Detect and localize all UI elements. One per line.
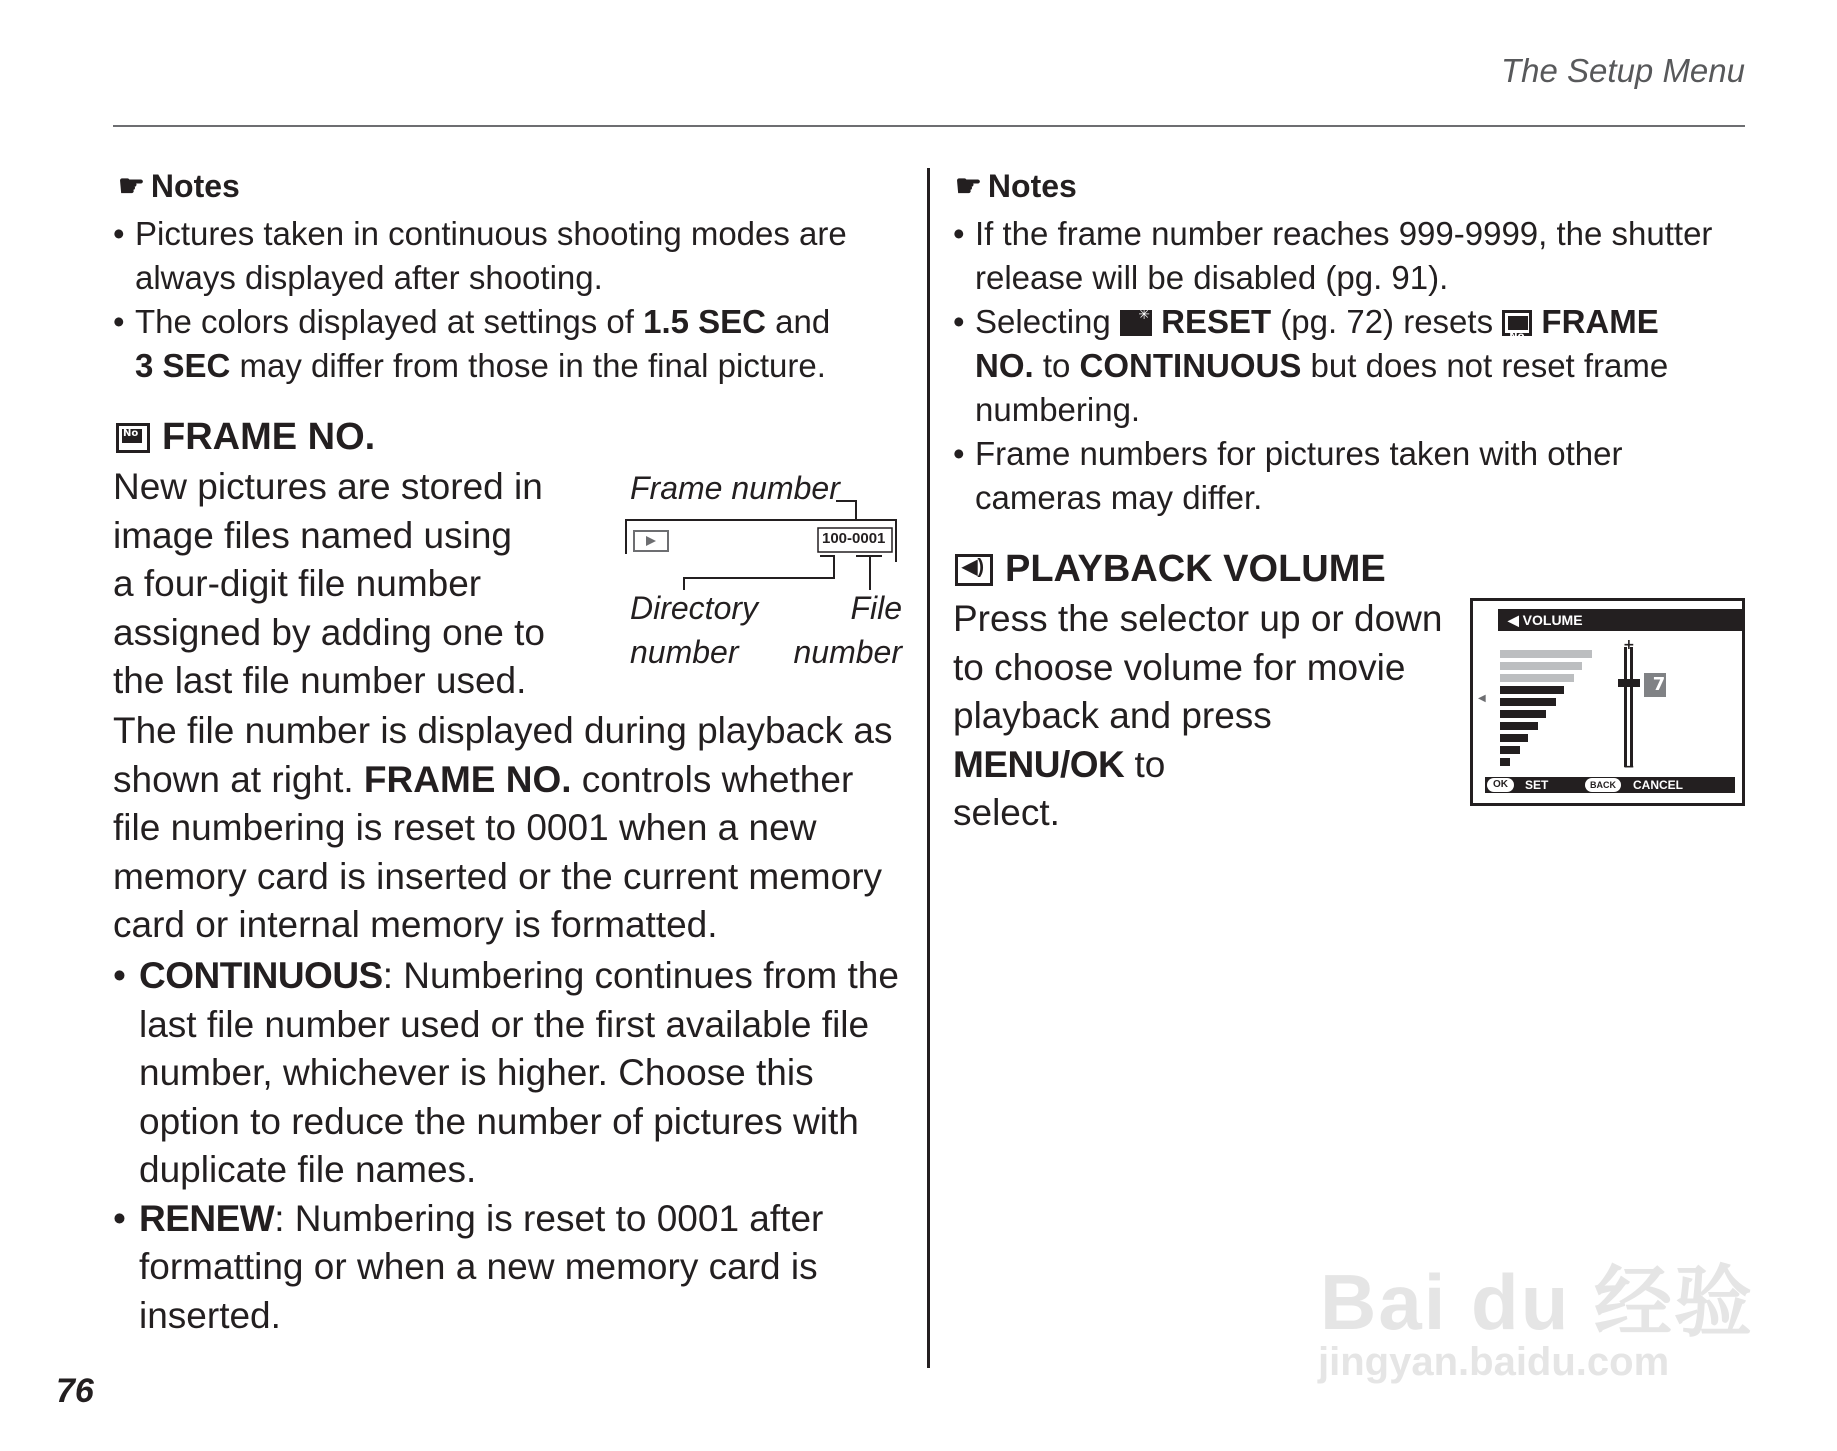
option-continuous: • CONTINUOUS: Numbering continues from the last file number used or the first available file number, whichever is higher. Choose this option to reduce the number of pictures with duplicate file names. [113,955,899,1190]
volume-level-bars [1498,637,1742,772]
frame-number-display: 100-0001 [822,530,886,547]
cancel-label: CANCEL [1633,778,1683,792]
left-arrow-icon: ◀ [1478,693,1486,704]
page-number: 76 [56,1372,94,1410]
speaker-icon [955,554,993,586]
set-label: SET [1525,778,1549,792]
list-item: • Frame numbers for pictures taken with other cameras may differ. [953,435,1623,516]
volume-title-bar: ◀︎ VOLUME [1498,609,1742,631]
right-notes-heading: ☛ Notes [955,168,1077,204]
list-item: • Selecting ✳ RESET (pg. 72) resets No FRAME NO. to CONTINUOUS but does not reset frame numbering. [953,300,1743,432]
reset-icon [1120,310,1152,336]
pointing-hand-icon: ☛ [118,170,145,203]
right-notes-list [953,212,1743,520]
header-rule [113,125,1745,127]
speaker-icon: ◀︎ [1508,612,1519,628]
frame-number-icon [1502,310,1532,336]
pointing-hand-icon: ☛ [955,170,982,203]
column-divider [927,168,930,1368]
frame-number-icon [116,423,150,453]
file-number-label: File number [793,590,902,670]
ok-button: OK [1487,778,1514,792]
left-notes-list [113,212,893,388]
volume-minus: − [1623,759,1635,775]
left-notes-heading: ☛ Notes [118,168,240,204]
frame-no-intro: New pictures are stored in image files named using a four-digit file number assigned by adding one to the last file number used. [113,466,546,701]
playback-volume-heading: ◀) PLAYBACK VOLUME [955,548,1386,591]
running-header: The Setup Menu [1501,52,1745,89]
playback-volume-body: Press the selector up or down to choose volume for movie playback and press MENU/OK to select. [953,598,1443,833]
frame-no-heading: No FRAME NO. [116,416,375,459]
directory-number-label: Directory number [630,590,759,670]
frame-no-body: The file number is displayed during playback as shown at right. FRAME NO. controls whether file numbering is reset to 0001 when a new memory card is inserted or the current memory card or internal memory is formatted. [113,710,893,945]
list-item: • The colors displayed at settings of 1.5 SEC and 3 SEC may differ from those in the final picture. [113,303,831,384]
watermark-logo: Bai du 经验 [1320,1258,1755,1346]
frame-number-diagram [620,466,910,696]
frame-no-options [113,952,903,1340]
watermark-url: jingyan.baidu.com [1318,1340,1670,1384]
frame-number-label: Frame number [630,470,840,506]
list-item: • Pictures taken in continuous shooting modes are always displayed after shooting. [113,215,847,296]
volume-plus: + [1623,637,1635,653]
volume-value: 7 [1652,674,1666,695]
back-button: BACK [1585,778,1621,792]
option-renew: • RENEW: Numbering is reset to 0001 after formatting or when a new memory card is inserted. [113,1197,824,1336]
volume-footer [1485,777,1735,793]
list-item: • If the frame number reaches 999-9999, the shutter release will be disabled (pg. 91). [953,215,1713,296]
volume-screen [1470,598,1745,806]
